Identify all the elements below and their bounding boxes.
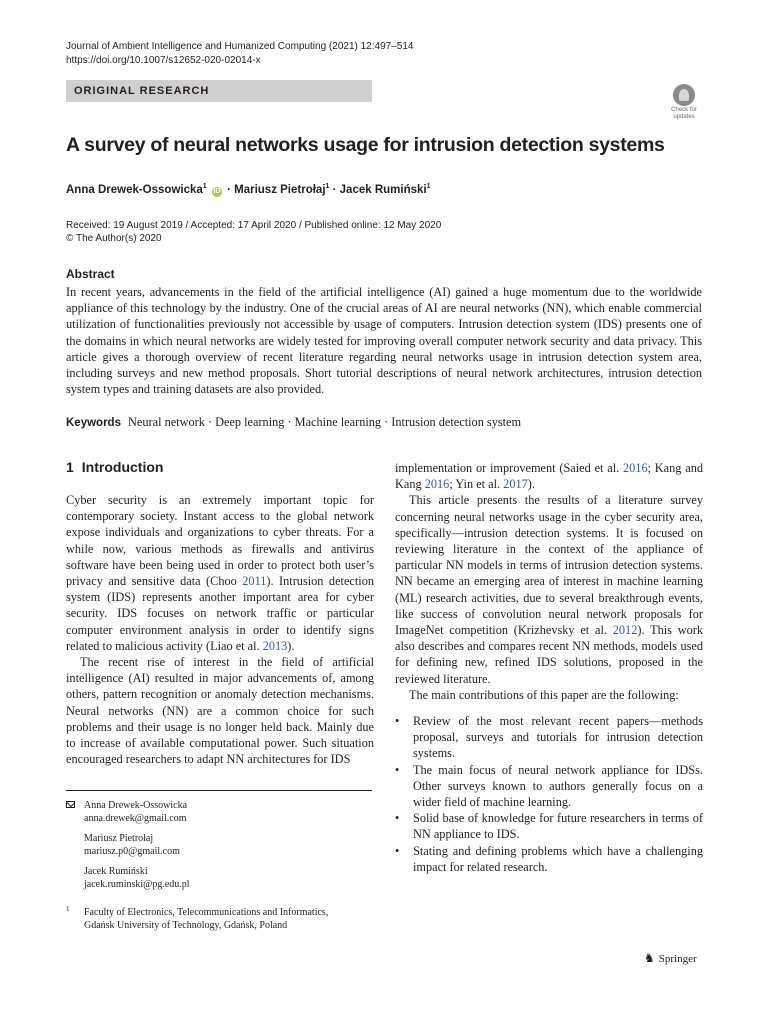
citation-link[interactable]: 2011 xyxy=(242,574,267,589)
list-item: • Stating and defining problems which have a challenging impact for related research. xyxy=(395,843,703,875)
doi-link[interactable]: https://doi.org/10.1007/s12652-020-02014-x xyxy=(66,55,261,66)
affiliation-number: 1 xyxy=(66,905,70,913)
citation-link[interactable]: 2017 xyxy=(503,477,528,492)
publisher-logo xyxy=(644,951,697,966)
contact-email[interactable]: mariusz.p0@gmail.com xyxy=(84,846,180,857)
paragraph: This article presents the results of a literature survey concerning neural networks usage in the cyber security area, specifically—intrusion detection systems. It is focused on reviewing literature in the context of the appliance of particular NN models in terms of intrusion detection systems. NN became an emerging area of interest in machine learning (ML) research activities, due to several breakthrough events, like success of convolution neural network proposals for ImageNet competition (Krizhevsky et al. 2012). This work also describes and compares recent NN methods, models used for defining new, refined IDS solutions, proposed in the reviewed literature. xyxy=(395,493,703,686)
paragraph: Cyber security is an extremely important topic for contemporary society. Instant access to the global network expose individuals and organizations to cyber threats. For a while now, various methods as firewalls and antivirus software have been being used in order to protect both user’s privacy and sensitive data (Choo 2011). Intrusion detection system (IDS) represents another important area for cyber security. IDS focuses on network traffic or particular computer environment analysis in order to identify signs related to malicious activity (Liao et al. 2013). xyxy=(66,493,374,653)
contact-email[interactable]: jacek.ruminski@pg.edu.pl xyxy=(84,879,190,890)
footnote-divider xyxy=(66,790,372,791)
keywords-heading: Keywords xyxy=(66,417,121,429)
contributions-list xyxy=(395,713,703,875)
check-for-updates-label: Check for updates xyxy=(671,107,697,120)
crossmark-icon xyxy=(673,84,695,106)
contact-name: Mariusz Pietrołaj xyxy=(84,833,154,844)
paragraph: implementation or improvement (Saied et al. 2016; Kang and Kang 2016; Yin et al. 2017). xyxy=(395,461,703,492)
affiliation-marker: 1 xyxy=(426,183,431,190)
contact-name: Anna Drewek-Ossowicka xyxy=(84,800,188,811)
abstract-heading: Abstract xyxy=(66,267,115,281)
affiliation-line: Gdańsk University of Technology, Gdańsk, Poland xyxy=(84,920,288,931)
citation-link[interactable]: 2016 xyxy=(623,461,648,475)
author-name[interactable]: Jacek Rumiński xyxy=(339,183,427,196)
paragraph: The recent rise of interest in the field of artificial intelligence (AI) resulted in major advancements of, among others, pattern recognition or anomaly detection mechanisms. Neural networks (NN) are a common choice for such problems and their usage is no longer held back. Mainly due to increase of available computational power. Such situation encouraged researchers to adapt NN architectures for IDS xyxy=(66,655,374,767)
corresponding-author xyxy=(66,799,187,825)
author-name[interactable]: Anna Drewek-Ossowicka xyxy=(66,183,203,196)
section-heading xyxy=(66,459,163,475)
publication-dates: Received: 19 August 2019 / Accepted: 17 April 2020 / Published online: 12 May 2020 xyxy=(66,220,442,231)
list-item: • Solid base of knowledge for future researchers in terms of NN appliance to IDS. xyxy=(395,810,703,842)
section-number: 1 xyxy=(66,459,74,475)
citation-link[interactable]: 2013 xyxy=(262,638,288,653)
right-column xyxy=(395,460,703,875)
keywords xyxy=(66,414,521,431)
affiliation-line: Faculty of Electronics, Telecommunications and Informatics, xyxy=(84,907,329,918)
copyright-notice: © The Author(s) 2020 xyxy=(66,233,162,244)
paper-title: A survey of neural networks usage for intrusion detection systems xyxy=(66,134,665,156)
springer-horse-icon: ♞ xyxy=(644,951,655,965)
contact-email[interactable]: anna.drewek@gmail.com xyxy=(84,813,187,824)
mail-icon[interactable] xyxy=(66,801,75,808)
author-list xyxy=(66,180,431,197)
affiliation-footnote xyxy=(66,903,328,932)
publisher-name: Springer xyxy=(658,953,697,965)
list-item: • Review of the most relevant recent papers—methods proposal, surveys and tutorials for intrusion detection systems. xyxy=(395,713,703,762)
affiliation-marker: 1 xyxy=(325,183,330,190)
author-name[interactable]: Mariusz Pietrołaj xyxy=(234,183,326,196)
abstract-text: In recent years, advancements in the field of the artificial intelligence (AI) gained a huge momentum due to the worldwide appliance of this technology by the industry. One of the crucial areas of AI are neural networks (NN), which enable commercial utilization of functionalities previously not accessible by usage of computers. Intrusion detection system (IDS) presents one of the domains in which neural networks are widely tested for improving overall computer network security and data privacy. This article gives a thorough overview of recent literature regarding neural networks usage in intrusion detection system area, including surveys and new method proposals. Short tutorial descriptions of neural network architectures, intrusion detection system types and training datasets are also provided. xyxy=(66,285,702,397)
section-title: Introduction xyxy=(81,459,164,475)
journal-citation: Journal of Ambient Intelligence and Humanized Computing (2021) 12:497–514 xyxy=(66,41,414,52)
citation-link[interactable]: 2012 xyxy=(612,623,638,638)
left-column xyxy=(66,492,374,767)
orcid-icon[interactable]: iD xyxy=(213,187,221,195)
citation-link[interactable]: 2016 xyxy=(424,477,450,492)
paragraph: The main contributions of this paper are the following: xyxy=(409,687,679,702)
keywords-list: Neural network · Deep learning · Machine learning · Intrusion detection system xyxy=(128,415,522,429)
check-for-updates-badge[interactable] xyxy=(662,84,706,124)
section-label: ORIGINAL RESEARCH xyxy=(66,80,372,102)
list-item: • The main focus of neural network appliance for IDSs. Other surveys known to authors generally focus on a wider field of machine learning. xyxy=(395,762,703,811)
coauthor-contact xyxy=(66,865,190,891)
contact-name: Jacek Rumiński xyxy=(84,866,148,877)
author-separator: · xyxy=(223,183,235,196)
coauthor-contact xyxy=(66,832,180,858)
affiliation-marker: 1 xyxy=(202,183,207,190)
author-separator: · xyxy=(329,183,340,196)
